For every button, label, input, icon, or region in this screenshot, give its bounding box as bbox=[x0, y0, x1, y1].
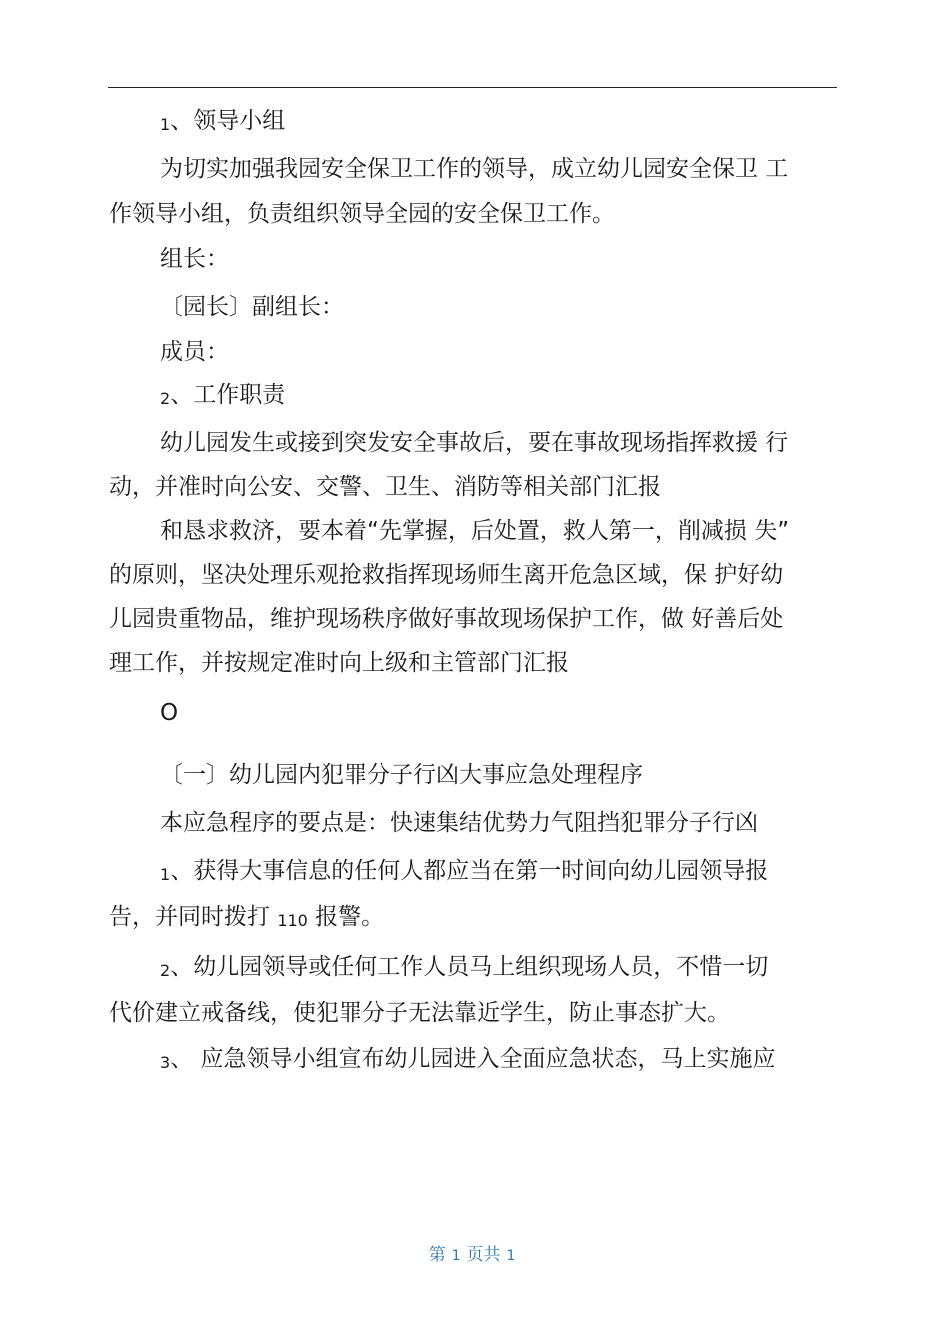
footer-prefix: 第 bbox=[428, 1245, 446, 1265]
members-label: 成员： bbox=[160, 339, 229, 365]
item1-line1: 1、获得大事信息的任何人都应当在第一时间向幼儿园领导报 bbox=[160, 858, 769, 884]
item3-line1: 3、 应急领导小组宣布幼儿园进入全面应急状态，马上实施应 bbox=[160, 1046, 776, 1072]
item1-line2: 告，并同时拨打 110 报警。 bbox=[109, 904, 385, 930]
page-footer bbox=[0, 1243, 950, 1268]
section2-para1-line1: 幼儿园发生或接到突发安全事故后，要在事故现场指挥救援 行 bbox=[160, 430, 789, 456]
footer-total-pages: 1 bbox=[506, 1248, 516, 1264]
stray-mark: O bbox=[160, 700, 179, 726]
section3-intro: 本应急程序的要点是：快速集结优势力气阻挡犯罪分子行凶 bbox=[160, 810, 758, 836]
footer-page-number: 1 bbox=[451, 1248, 461, 1264]
deputy-label: 〔园长〕副组长： bbox=[160, 294, 344, 320]
leader-label: 组长： bbox=[160, 246, 229, 272]
section1-title: 1、领导小组 bbox=[160, 108, 286, 134]
header-rule bbox=[108, 87, 837, 88]
section1-para-line1: 为切实加强我园安全保卫工作的领导，成立幼儿园安全保卫 工 bbox=[160, 156, 789, 182]
section2-title: 2、工作职责 bbox=[160, 382, 286, 408]
section2-para2-line2: 的原则，坚决处理乐观抢救指挥现场师生离开危急区域，保 护好幼 bbox=[109, 562, 784, 588]
section2-para2-line4: 理工作，并按规定准时向上级和主管部门汇报 bbox=[109, 650, 569, 676]
section1-para-line2: 作领导小组，负责组织领导全园的安全保卫工作。 bbox=[109, 201, 615, 227]
section3-heading: 〔一〕幼儿园内犯罪分子行凶大事应急处理程序 bbox=[160, 762, 643, 788]
section2-para2-line3: 儿园贵重物品，维护现场秩序做好事故现场保护工作，做 好善后处 bbox=[109, 606, 784, 632]
section2-para1-line2: 动，并准时向公安、交警、卫生、消防等相关部门汇报 bbox=[109, 474, 661, 500]
footer-middle: 页共 bbox=[466, 1245, 501, 1265]
item2-line1: 2、幼儿园领导或任何工作人员马上组织现场人员，不惜一切 bbox=[160, 954, 769, 980]
section2-para2-line1: 和恳求救济，要本着“先掌握，后处置，救人第一，削减损 失” bbox=[160, 518, 790, 544]
item2-line2: 代价建立戒备线，使犯罪分子无法靠近学生，防止事态扩大。 bbox=[109, 1000, 730, 1026]
